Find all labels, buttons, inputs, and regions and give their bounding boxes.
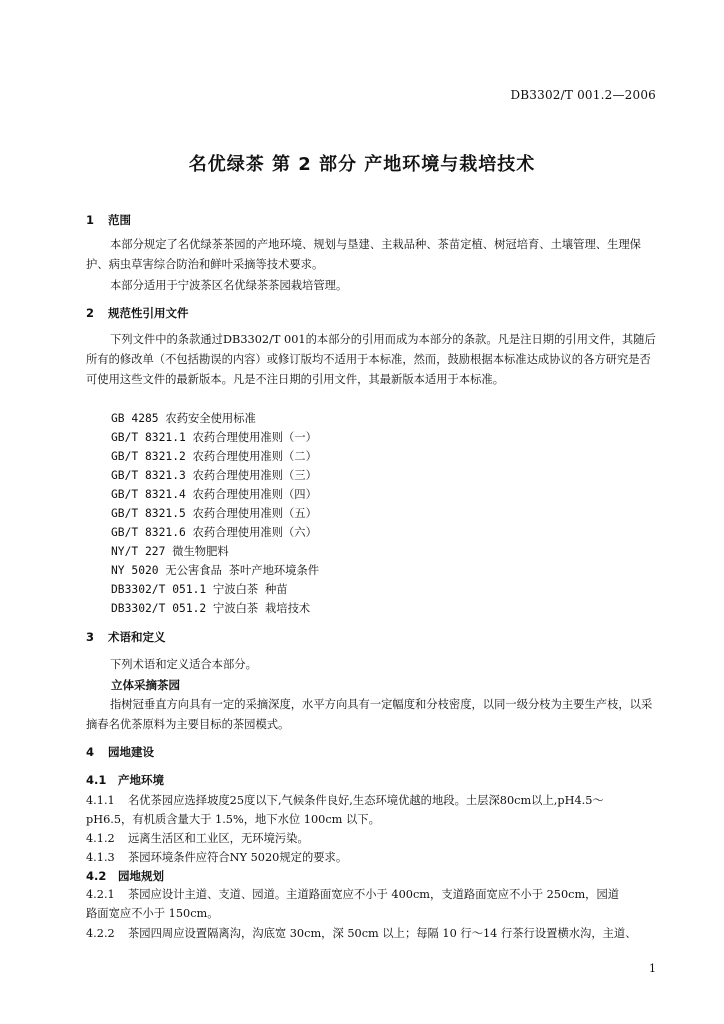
clause-text: 茶园环境条件应符合NY 5020规定的要求。 [128, 851, 348, 864]
section-1-paragraph-1: 本部分规定了名优绿茶茶园的产地环境、规划与垦建、主栽品种、茶苗定植、树冠培育、土壤管理、生理保护、病虫草害综合防治和鲜叶采摘等技术要求。 [86, 238, 641, 271]
clause-text: 茶园应设计主道、支道、园道。主道路面宽应不小于 400cm，支道路面宽应不小于 250cm，园道 [128, 888, 620, 901]
reference-item: GB/T 8321.6 农药合理使用准则（六） [111, 526, 317, 539]
section-number: 2 [86, 306, 95, 320]
subsection-number: 4.1 [86, 773, 107, 787]
page-number: 1 [649, 962, 656, 975]
standard-code: DB3302/T 001.2—2006 [510, 88, 656, 102]
reference-item: GB 4285 农药安全使用标准 [111, 412, 256, 425]
reference-item: DB3302/T 051.1 宁波白茶 种苗 [111, 583, 288, 596]
section-2-heading [86, 305, 189, 321]
section-3-heading [86, 629, 166, 645]
section-number: 1 [86, 213, 95, 227]
term-definition: 指树冠垂直方向具有一定的采摘深度，水平方向具有一定幅度和分枝密度，以同一级分枝为主要生产枝，以采摘春名优茶原料为主要目标的茶园模式。 [86, 698, 653, 731]
section-1-heading [86, 212, 131, 228]
reference-item: GB/T 8321.5 农药合理使用准则（五） [111, 507, 317, 520]
subsection-title: 园地规划 [118, 869, 164, 883]
subsection-number: 4.2 [86, 869, 107, 883]
section-2-paragraph-1: 下列文件中的条款通过DB3302/T 001的本部分的引用而成为本部分的条款。凡是注日期的引用文件，其随后所有的修改单（不包括勘误的内容）或修订版均不适用于本标准，然而，鼓励根据本标准达成协议的各方研究是否可使用这些文件的最新版本。凡是不注日期的引用文件，其最新版本适用于本标准。 [86, 333, 656, 386]
subsection-title: 产地环境 [118, 773, 164, 787]
clause-4-2-1 [86, 886, 619, 902]
clause-4-2-2 [86, 925, 637, 941]
reference-item: GB/T 8321.3 农药合理使用准则（三） [111, 469, 317, 482]
section-3-paragraph-1: 下列术语和定义适合本部分。 [110, 658, 257, 671]
reference-item: DB3302/T 051.2 宁波白茶 栽培技术 [111, 602, 311, 615]
section-4-heading [86, 744, 154, 760]
clause-text: 茶园四周应设置隔离沟，沟底宽 30cm，深 50cm 以上；每隔 10 行～14 行茶行设置横水沟，主道、 [128, 927, 637, 940]
section-title: 术语和定义 [108, 630, 166, 644]
document-title: 名优绿茶 第 2 部分 产地环境与栽培技术 [188, 154, 536, 175]
clause-number: 4.1.1 [86, 794, 115, 807]
section-title: 范围 [108, 213, 131, 227]
subsection-4-1-heading [86, 772, 164, 788]
section-title: 规范性引用文件 [108, 306, 189, 320]
section-title: 园地建设 [108, 745, 154, 759]
clause-4-1-3 [86, 849, 347, 865]
clause-text: 名优茶园应选择坡度25度以下,气候条件良好,生态环境优越的地段。土层深80cm以上,pH4.5～ [128, 794, 604, 807]
clause-number: 4.2.2 [86, 927, 115, 940]
clause-4-2-1-continued: 路面宽应不小于 150cm。 [86, 907, 219, 920]
reference-list [111, 410, 319, 619]
clause-4-1-1-continued: pH6.5，有机质含量大于 1.5%，地下水位 100cm 以下。 [86, 813, 380, 826]
subsection-4-2-heading [86, 868, 164, 884]
clause-4-1-1 [86, 792, 604, 808]
section-number: 4 [86, 745, 95, 759]
reference-item: NY/T 227 微生物肥料 [111, 545, 229, 558]
clause-4-1-2 [86, 830, 309, 846]
clause-number: 4.2.1 [86, 888, 115, 901]
reference-item: GB/T 8321.2 农药合理使用准则（二） [111, 450, 317, 463]
clause-number: 4.1.3 [86, 851, 115, 864]
section-number: 3 [86, 630, 95, 644]
reference-item: GB/T 8321.4 农药合理使用准则（四） [111, 488, 317, 501]
reference-item: GB/T 8321.1 农药合理使用准则（一） [111, 431, 317, 444]
section-1-paragraph-2: 本部分适用于宁波茶区名优绿茶茶园栽培管理。 [110, 279, 348, 292]
clause-number: 4.1.2 [86, 832, 115, 845]
reference-item: NY 5020 无公害食品 茶叶产地环境条件 [111, 564, 320, 577]
clause-text: 远离生活区和工业区，无环境污染。 [128, 832, 309, 845]
term-title: 立体采摘茶园 [111, 678, 180, 692]
